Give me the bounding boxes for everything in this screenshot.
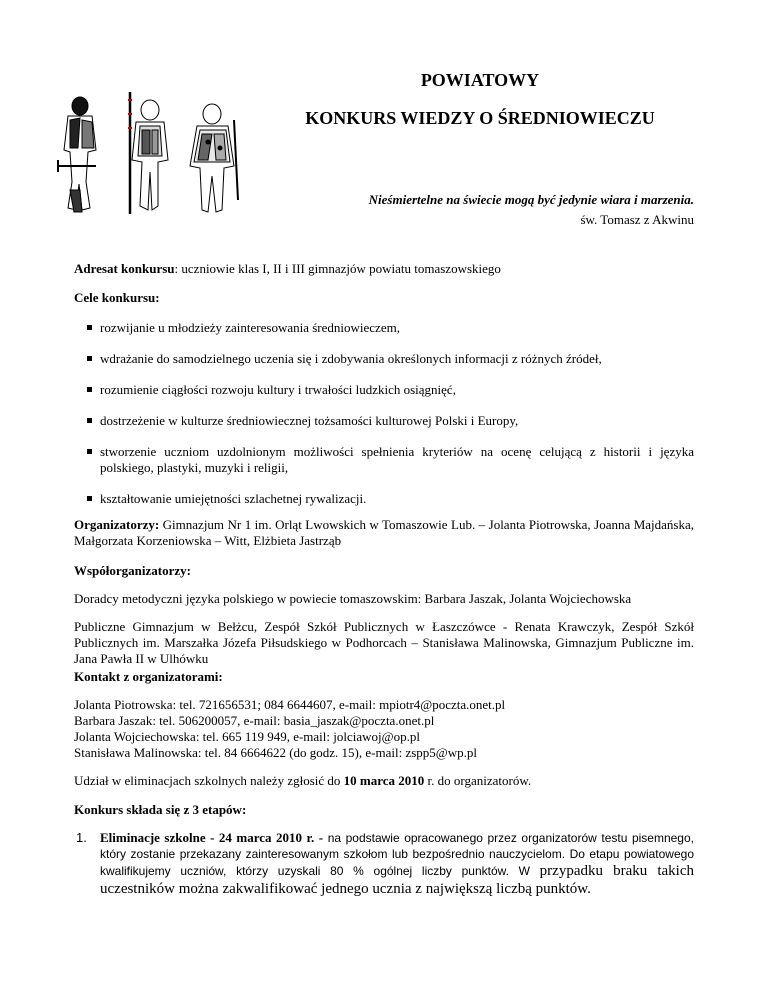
organizers-text: Gimnazjum Nr 1 im. Orląt Lwowskich w Tomaszowie Lub. – Jolanta Piotrowska, Joanna Majdańska, Małgorzata Korzeniowska – Witt, Elżbieta Jastrząb [74, 517, 694, 548]
stage-title: Eliminacje szkolne - 24 marca 2010 r. - [100, 830, 324, 845]
bullet-icon [87, 356, 92, 361]
medieval-knights-illustration [52, 90, 252, 220]
contact-list [74, 697, 694, 761]
motto-author: św. Tomasz z Akwinu [580, 212, 694, 227]
stages-heading: Konkurs składa się z 3 etapów: [74, 802, 247, 817]
motto-quote: Nieśmiertelne na świecie mogą być jedynie wiara i marzenia. [368, 192, 694, 207]
list-item: stworzenie uczniom uzdolnionym możliwości spełnienia kryteriów na ocenę celującą z historii i języka polskiego, plastyki, muzyki i religii, [74, 444, 694, 476]
addressee-text: : uczniowie klas I, II i III gimnazjów powiatu tomaszowskiego [174, 261, 501, 276]
title-line-1: POWIATOWY [420, 70, 540, 90]
document-body [74, 261, 694, 898]
goals-list [74, 320, 694, 507]
bullet-icon [87, 325, 92, 330]
stages-list [74, 830, 694, 898]
bullet-icon [87, 496, 92, 501]
list-item: dostrzeżenie w kulturze średniowiecznej tożsamości kulturowej Polski i Europy, [74, 413, 694, 429]
list-item [74, 830, 694, 898]
knight-figure-left [58, 97, 96, 212]
coorganizers-advisors: Doradcy metodyczni języka polskiego w powiecie tomaszowskim: Barbara Jaszak, Jolanta Wojciechowska [74, 591, 632, 606]
coorganizers-schools: Publiczne Gimnazjum w Bełżcu, Zespół Szkół Publicznych w Łaszczówce - Renata Krawczyk, Zespół Szkół Publicznych im. Marszałka Józefa Piłsudskiego w Podhorcach – Stanisława Malinowska, Gimnazjum Publiczne im. Jana Pawła II w Ulhówku [74, 619, 694, 666]
registration-date: 10 marca 2010 [343, 773, 425, 788]
contact-line: Stanisława Malinowska: tel. 84 6664622 (do godz. 15), e-mail: zspp5@wp.pl [74, 745, 477, 760]
bullet-icon [87, 449, 92, 454]
list-item: rozwijanie u młodzieży zainteresowania średniowieczem, [74, 320, 694, 336]
goals-heading: Cele konkursu: [74, 290, 160, 305]
list-item: wdrażanie do samodzielnego uczenia się i zdobywania określonych informacji z różnych źródeł, [74, 351, 694, 367]
registration-paragraph: Udział w eliminacjach szkolnych należy zgłosić do 10 marca 2010 r. do organizatorów. [74, 773, 532, 788]
stage-description: na podstawie opracowanego przez organizatorów testu pisemnego, który zostanie przekazany zainteresowanym szkołom lub bezpośrednio nauczycielom. Do etapu powiatowego kwalifikujemy uczniów, którzy uzyskali 80 % ogólnej liczby punktów. W [100, 831, 694, 878]
addressee-label: Adresat konkursu [74, 261, 175, 276]
bullet-icon [87, 418, 92, 423]
stage-number: 1. [76, 830, 87, 845]
contact-line: Jolanta Piotrowska: tel. 721656531; 084 6644607, e-mail: mpiotr4@poczta.onet.pl [74, 697, 506, 712]
addressee-paragraph [74, 261, 694, 277]
coorganizers-heading: Współorganizatorzy: [74, 563, 191, 578]
bullet-icon [87, 387, 92, 392]
list-item: rozumienie ciągłości rozwoju kultury i trwałości ludzkich osiągnięć, [74, 382, 694, 398]
organizers-paragraph [74, 517, 694, 549]
knight-figure-middle [128, 92, 168, 214]
contact-line: Jolanta Wojciechowska: tel. 665 119 949, e-mail: jolciawoj@op.pl [74, 729, 420, 744]
contact-heading: Kontakt z organizatorami: [74, 669, 223, 684]
organizers-label: Organizatorzy: [74, 517, 160, 532]
stage-description-continued: przypadku braku takich uczestników można zakwalifikować jednego ucznia z największą liczbą punktów. [100, 863, 694, 897]
knight-figure-right [190, 104, 238, 212]
title-line-2: KONKURS WIEDZY O ŚREDNIOWIECZU [305, 108, 655, 128]
contact-line: Barbara Jaszak: tel. 506200057, e-mail: basia_jaszak@poczta.onet.pl [74, 713, 435, 728]
list-item: kształtowanie umiejętności szlachetnej rywalizacji. [74, 491, 694, 507]
